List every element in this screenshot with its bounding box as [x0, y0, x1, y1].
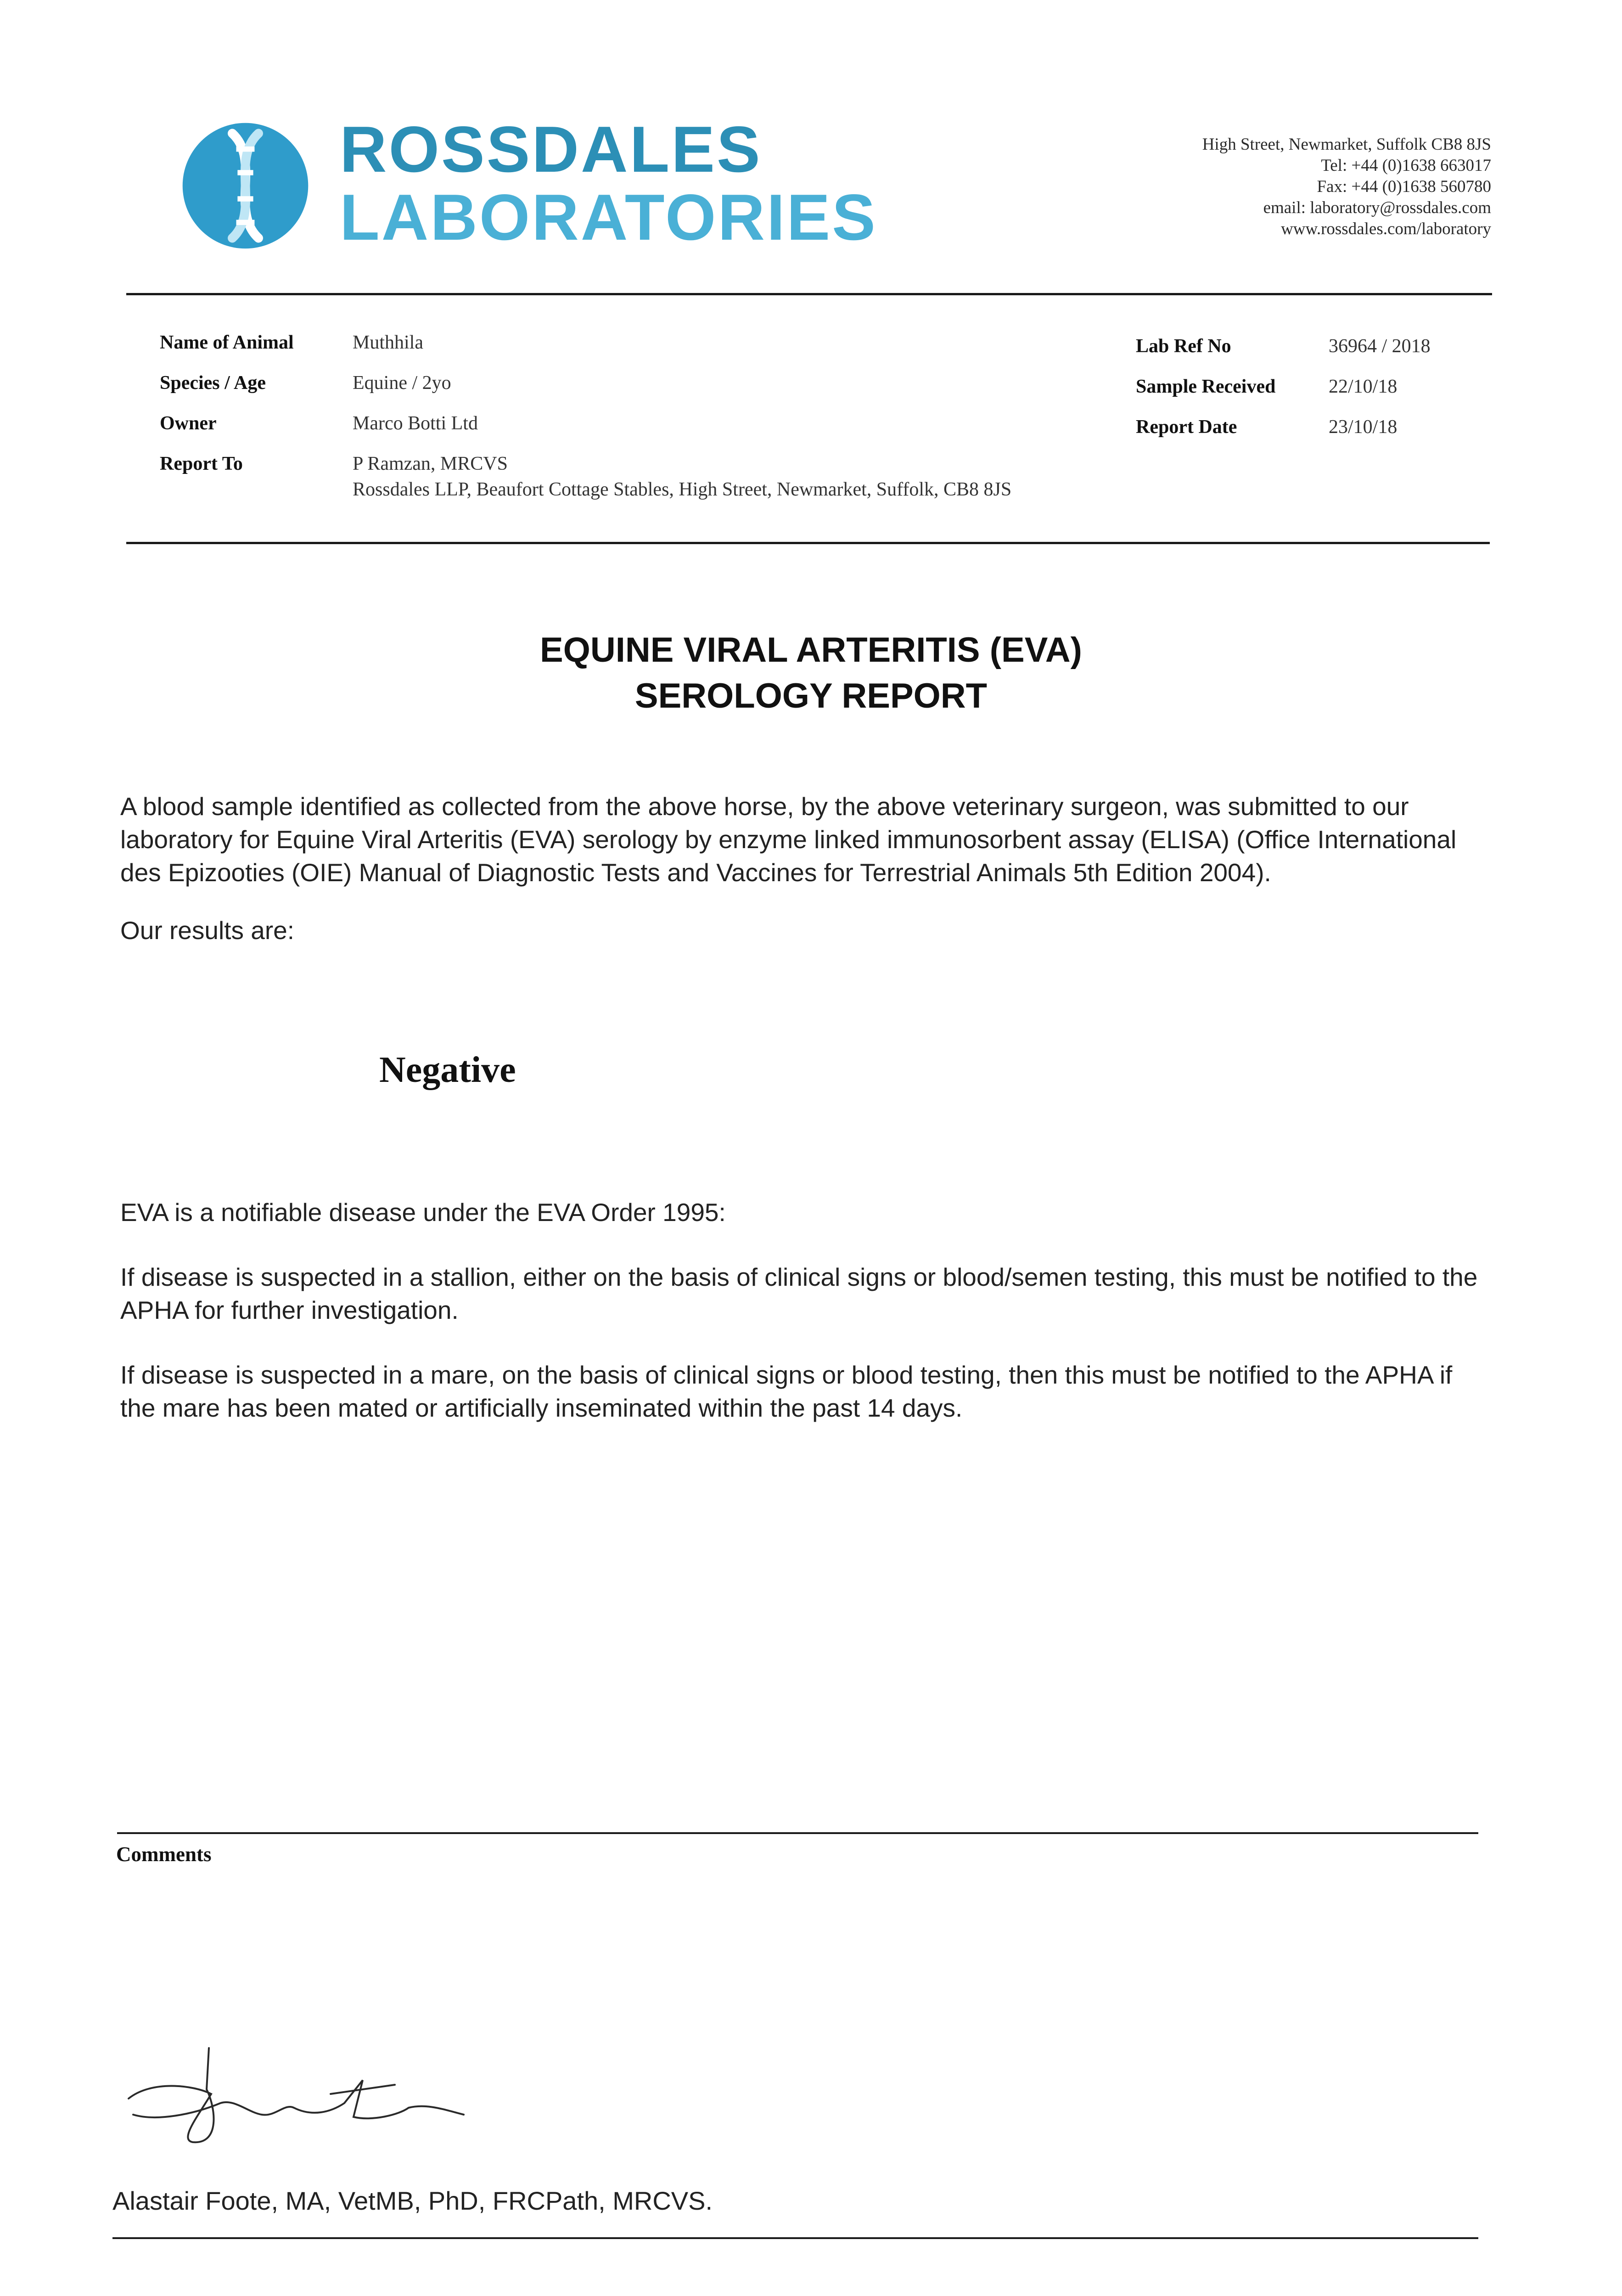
- report-title-line2: SEROLOGY REPORT: [634, 676, 988, 715]
- report-date-value: 23/10/18: [1329, 416, 1398, 438]
- mare-paragraph: If disease is suspected in a mare, on the basis of clinical signs or blood testing, then this must be notified to the APHA if the mare has been mated or artificially inseminated within the past 14 days.: [120, 1361, 1453, 1422]
- report-date-label: Report Date: [1136, 416, 1237, 438]
- result-value: Negative: [379, 1050, 516, 1090]
- comments-divider: [117, 1832, 1478, 1834]
- meta-divider: [126, 542, 1490, 544]
- lab-ref-value: 36964 / 2018: [1329, 336, 1431, 357]
- footer-divider: [112, 2237, 1478, 2239]
- lab-address: [1202, 134, 1491, 240]
- name-of-animal-value: Muthhila: [353, 332, 423, 353]
- species-age-label: Species / Age: [160, 372, 266, 394]
- phone-line: Tel: +44 (0)1638 663017: [1321, 156, 1491, 175]
- signatory-name: Alastair Foote, MA, VetMB, PhD, FRCPath, MRCVS.: [112, 2186, 713, 2215]
- brand-name-line2: LABORATORIES: [340, 181, 877, 254]
- stallion-paragraph: If disease is suspected in a stallion, either on the basis of clinical signs or blood/semen testing, this must be notified to the APHA for further investigation.: [120, 1263, 1478, 1324]
- report-title-line1: EQUINE VIRAL ARTERITIS (EVA): [540, 630, 1082, 670]
- email-line: email: laboratory@rossdales.com: [1263, 198, 1491, 217]
- report-to-address: Rossdales LLP, Beaufort Cottage Stables, High Street, Newmarket, Suffolk, CB8 8JS: [353, 479, 1012, 500]
- species-age-value: Equine / 2yo: [353, 372, 451, 394]
- owner-value: Marco Botti Ltd: [353, 413, 478, 434]
- notifiable-statement: EVA is a notifiable disease under the EVA Order 1995:: [120, 1198, 726, 1227]
- address-line: High Street, Newmarket, Suffolk CB8 8JS: [1202, 135, 1491, 154]
- website-line: www.rossdales.com/laboratory: [1281, 219, 1491, 238]
- comments-label: Comments: [116, 1843, 212, 1866]
- sample-received-value: 22/10/18: [1329, 376, 1398, 397]
- intro-paragraph: A blood sample identified as collected from the above horse, by the above veterinary surgeon, was submitted to our laboratory for Equine Viral Arteritis (EVA) serology by enzyme linked immunosorbent assay (ELISA) (Office International des Epizooties (OIE) Manual of Diagnostic Tests and Vaccines for Terrestrial Animals 5th Edition 2004).: [120, 792, 1457, 887]
- lab-ref-label: Lab Ref No: [1136, 336, 1231, 357]
- header-divider: [126, 293, 1492, 295]
- owner-label: Owner: [160, 413, 217, 434]
- signature-image: [115, 2034, 473, 2158]
- fax-line: Fax: +44 (0)1638 560780: [1317, 177, 1491, 196]
- sample-received-label: Sample Received: [1136, 376, 1276, 397]
- report-to-label: Report To: [160, 453, 243, 474]
- results-lead: Our results are:: [120, 916, 295, 945]
- brand-name-line1: ROSSDALES: [340, 113, 762, 186]
- dna-logo-icon: [180, 120, 311, 251]
- name-of-animal-label: Name of Animal: [160, 332, 294, 353]
- report-to-name: P Ramzan, MRCVS: [353, 453, 508, 474]
